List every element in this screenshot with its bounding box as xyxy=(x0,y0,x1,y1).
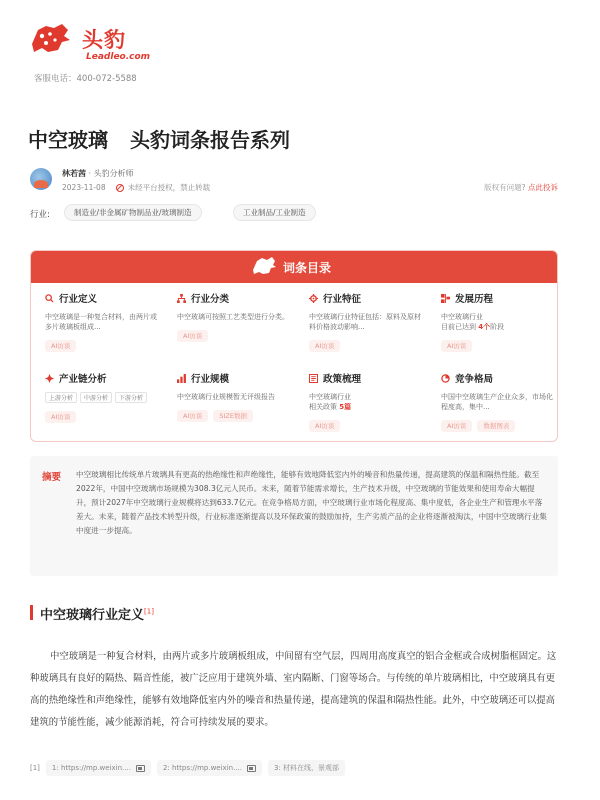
ai-interview-chip[interactable]: AI访谈 xyxy=(177,330,208,342)
author-avatar[interactable] xyxy=(30,168,52,190)
catalog-item-title: 竞争格局 xyxy=(455,374,494,385)
bar-chart-icon xyxy=(177,374,186,383)
catalog-item-history[interactable] xyxy=(427,291,558,352)
catalog-item-title: 行业分类 xyxy=(191,294,230,305)
reference-item[interactable]: 3: 材料在线、景观部 xyxy=(268,760,345,776)
ai-interview-chip[interactable]: AI访谈 xyxy=(45,411,76,423)
catalog-item-desc: 中国中空玻璃生产企业众多，市场化程度高，集中... xyxy=(441,393,553,411)
pie-chart-icon xyxy=(441,374,450,383)
catalog-item-title: 政策梳理 xyxy=(323,374,362,385)
downstream-chip[interactable]: 下游分析 xyxy=(115,392,147,403)
industry-tag[interactable]: 制造业/非金属矿物制品业/玻璃制造 xyxy=(64,204,202,221)
catalog-item-competition[interactable] xyxy=(427,371,558,432)
ai-interview-chip[interactable]: AI访谈 xyxy=(441,420,472,432)
repost-notice: 未经平台授权，禁止转载 xyxy=(127,183,211,192)
data-chart-chip[interactable]: 数据图表 xyxy=(477,420,515,432)
document-icon xyxy=(309,374,318,383)
catalog-item-classification[interactable] xyxy=(163,291,295,342)
catalog-item-features[interactable] xyxy=(295,291,427,352)
hierarchy-icon xyxy=(177,294,186,303)
catalog-item-policy[interactable] xyxy=(295,371,427,432)
catalog-item-desc: 中空玻璃可按照工艺类型进行分类。 xyxy=(177,313,289,321)
industry-tag[interactable]: 工业制品/工业制造 xyxy=(233,204,316,221)
gear-icon xyxy=(309,294,318,303)
author-name[interactable]: 林若茜 xyxy=(62,169,86,178)
leopard-logo-icon xyxy=(28,22,72,58)
reference-item[interactable]: 1: https://mp.weixin.... xyxy=(46,760,151,776)
summary-box xyxy=(30,456,558,576)
reference-index: [1] xyxy=(30,764,40,772)
title-series: 头豹词条报告系列 xyxy=(130,128,290,152)
ai-interview-chip[interactable]: AI访谈 xyxy=(309,340,340,352)
title-main: 中空玻璃 xyxy=(28,128,108,152)
brand-name: 头豹 xyxy=(82,28,126,52)
catalog-title: 词条目录 xyxy=(283,261,332,275)
page-title xyxy=(28,124,290,153)
catalog-item-scale[interactable] xyxy=(163,371,295,422)
section-title: 中空玻璃行业定义[1] xyxy=(40,607,154,623)
catalog-item-desc: 中空玻璃行业规模暂无评级报告 xyxy=(177,393,275,401)
image-icon xyxy=(136,765,145,772)
catalog-item-title: 产业链分析 xyxy=(59,374,107,385)
summary-text: 中空玻璃相比传统单片玻璃具有更高的热绝缘性和声绝缘性，能够有效地降低室内外的噪音和热量传递，提高建筑的保温和隔热性能。截至2022年，中国中空玻璃市场规模为308.3亿元人民币。未来，随着节能需求增长，生产技术升级，中空玻璃的节能效果和使用寿命大幅提升，预计2027年中空玻璃行业规模将达到633.7亿元。在竞争格局方面，中空玻璃行业市场化程度高、集中度低，各企业生产和管理水平落差大。未来，随着产品技术转型升级，行业标准逐渐提高以及环保政策的鼓励加持，生产劣质产品的企业将逐渐被淘汰，中国中空玻璃行业集中度进一步提高。 xyxy=(76,470,547,535)
search-doc-icon xyxy=(45,294,54,303)
catalog-item-desc: 中空玻璃行业 目前已达到 4个阶段 xyxy=(441,313,505,331)
summary-label: 摘要 xyxy=(42,472,62,483)
reference-mark[interactable]: [1] xyxy=(144,607,154,616)
catalog-item-desc: 中空玻璃是一种复合材料，由两片或多片玻璃板组成... xyxy=(45,313,157,331)
author-info xyxy=(62,168,134,179)
catalog-item-desc: 中空玻璃行业特征包括：原料及原材料价格波动影响... xyxy=(309,313,421,331)
ai-interview-chip[interactable]: AI访谈 xyxy=(441,340,472,352)
catalog-header xyxy=(31,251,557,283)
chain-icon xyxy=(45,374,54,383)
catalog-item-definition[interactable] xyxy=(31,291,163,352)
midstream-chip[interactable]: 中游分析 xyxy=(80,392,112,403)
reference-list xyxy=(30,758,345,778)
industry-label: 行业: xyxy=(30,210,50,220)
timeline-icon xyxy=(441,294,450,303)
copyright-question: 版权有问题? xyxy=(484,183,526,192)
section-marker xyxy=(30,605,33,620)
section-body: 中空玻璃是一种复合材料，由两片或多片玻璃板组成，中间留有空气层，四周用高度真空的铝合金框或合成树脂框固定。这种玻璃具有良好的隔热、隔音性能，被广泛应用于建筑外墙、室内隔断、门窗等场合。与传统的单片玻璃相比，中空玻璃具有更高的热绝缘性和声绝缘性，能够有效地降低室内外的噪音和热量传递，提高建筑的保温和隔热性能。此外，中空玻璃还可以提高建筑的节能性能，减少能源消耗，符合可持续发展的要求。 xyxy=(30,651,557,728)
ai-interview-chip[interactable]: AI访谈 xyxy=(45,340,76,352)
catalog-item-chain[interactable] xyxy=(31,371,163,423)
leopard-icon xyxy=(251,256,277,278)
catalog-panel xyxy=(30,250,558,442)
catalog-item-title: 行业特征 xyxy=(323,294,362,305)
author-meta xyxy=(62,182,210,193)
catalog-item-title: 行业规模 xyxy=(191,374,230,385)
catalog-item-title: 行业定义 xyxy=(59,294,98,305)
author-role: · 头豹分析师 xyxy=(88,169,134,178)
reference-item[interactable]: 2: https://mp.weixin.... xyxy=(157,760,262,776)
stage-count: 4个 xyxy=(478,323,491,331)
copyright-complaint xyxy=(484,182,558,193)
image-icon xyxy=(247,765,256,772)
publish-date: 2023-11-08 xyxy=(62,183,106,192)
hotline-text: 客服电话：400-072-5588 xyxy=(34,74,137,84)
prohibited-icon xyxy=(116,184,124,192)
brand-site: Leadleo.com xyxy=(86,52,151,62)
catalog-item-title: 发展历程 xyxy=(455,294,494,305)
size-data-chip[interactable]: SIZE数据 xyxy=(213,410,253,422)
complaint-link[interactable]: 点此投诉 xyxy=(528,183,558,192)
upstream-chip[interactable]: 上游分析 xyxy=(45,392,77,403)
ai-interview-chip[interactable]: AI访谈 xyxy=(309,420,340,432)
ai-interview-chip[interactable]: AI访谈 xyxy=(177,410,208,422)
catalog-item-desc: 中空玻璃行业 相关政策 5篇 xyxy=(309,393,352,411)
policy-count: 5篇 xyxy=(339,403,352,411)
